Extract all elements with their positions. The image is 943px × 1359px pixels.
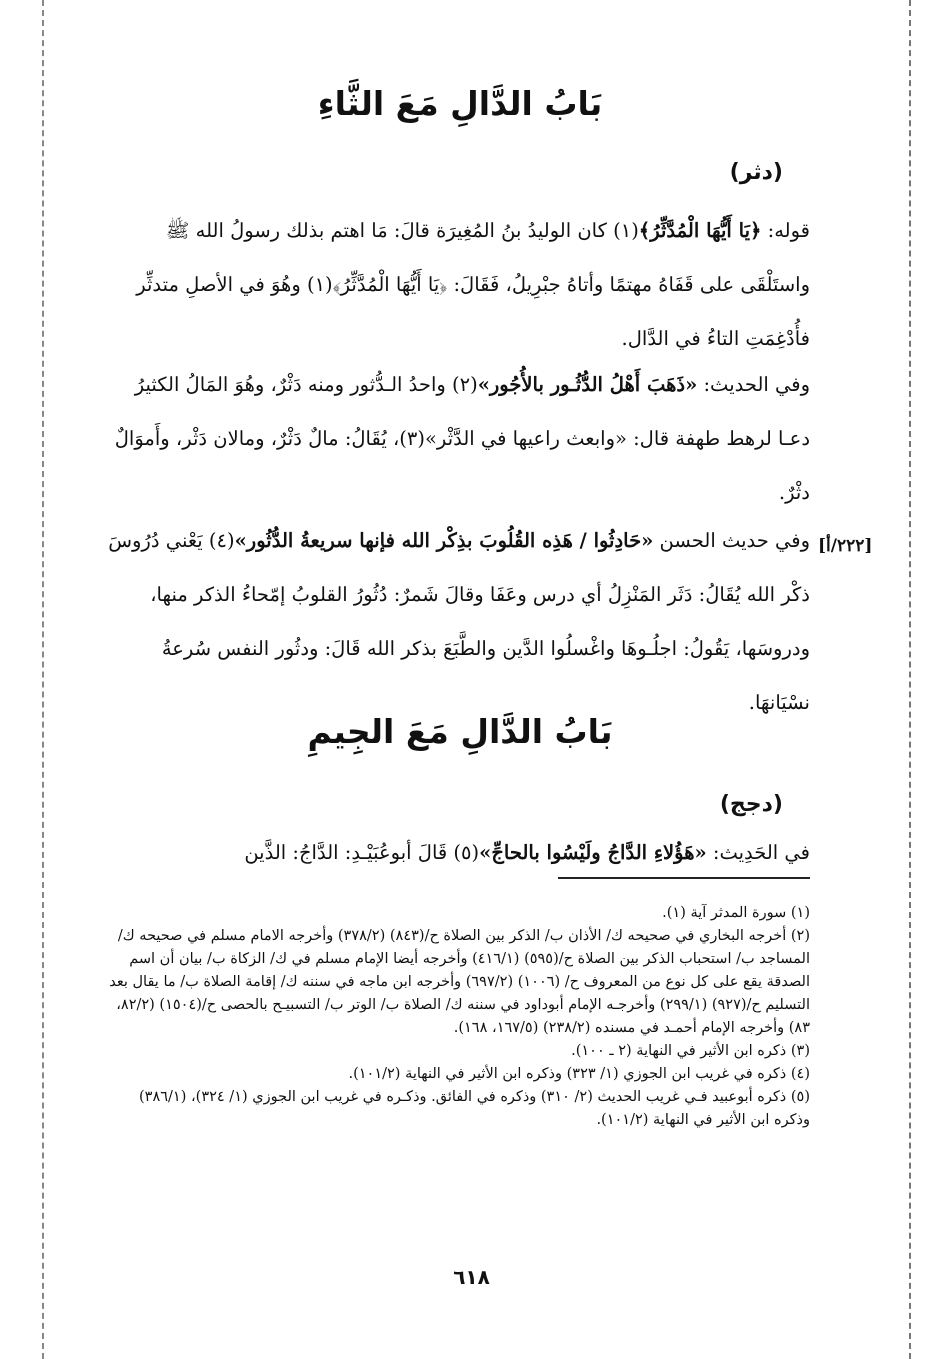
paragraph-2 (105, 358, 810, 520)
footnote-4: (٤) ذكره في غريب ابن الجوزي (١/ ٣٢٣) وذكره ابن الأثير في النهاية (١٠١/٢). (348, 1066, 810, 1082)
page-number: ٦١٨ (453, 1265, 490, 1289)
footnotes (105, 902, 810, 1132)
footnote-2: (٢) أخرجه البخاري في صحيحه ك/ الأذان ب/ الذكر بين الصلاة ح/(٨٤٣) (٣٧٨/٢) وأخرجه الامام مسلم في صحيحه ك/ المساجد ب/ استحباب الذكر بين الصلاة ح/(٥٩٥) (٤١٦/١) وأخرجه أيضا الإمام مسلم في ك/ الزكاة ب/ بيان أن اسم الصدقة يقع على كل نوع من المعروف ح/ (١٠٠٦) (٦٩٧/٢) وأخرجه ابن ماجه في سننه ك/ إقامة الصلاة ب/ ما يقال بعد التسليم ح/(٩٢٧) (٢٩٩/١) وأخرجـه الإمام أبوداود في سننه ك/ الصلاة ب/ الوتر ب/ التسبيـح بالحصى ح/(١٥٠٤) (٨٢/٢، ٨٣) وأخرجه الإمام أحمـد في مسنده (٢٣٨/٢) (١٦٧/٥، ١٦٨). (109, 928, 810, 1036)
margin-folio-reference: [٢٢٢/أ] (818, 536, 873, 556)
paragraph-4-quote: «هَؤُلاءِ الدَّاجُ ولَيْسُوا بالحاجِّ» (479, 841, 707, 864)
root-heading-dathar: (دثر) (729, 160, 783, 185)
paragraph-3-body: (٤) يَعْني دُرُوسَ ذكْر الله يُقَالُ: دَثَر المَنْزِلُ أي درس وعَفَا وقالَ شَمرٌ: دُثُورُ القلوبُ إمّحاءُ الذكر منها، ودروسَها، يَقُولُ: اجلُـوهَا واغْسلُوا الدَّين والطَّبَعَ بذكر الله قَالَ: ودثُور النفس سُرعةُ نسْيَانهَا. (108, 529, 810, 714)
paragraph-1-quote: ﴿يَا أَيُّهَا الْمُدَّثِّرُ﴾ (638, 219, 762, 242)
chapter-heading-dal-tha: بَابُ الدَّالِ مَعَ الثَّاءِ (317, 84, 603, 123)
paragraph-1-body: (١) كان الوليدُ بنُ المُغِيرَة قالَ: مَا اهتم بذلك رسولُ الله ﷺ واستَلْقَى على قَفَاهُ مهتمًا وأتاهُ جبْرِيلُ، فَقَالَ: ﴿يَا أَيُّهَا الْمُدَّثِّرُ﴾(١) وهُوَ في الأصلِ متدثِّر فأُدْغِمَتِ التاءُ في الدَّال. (136, 219, 810, 350)
paragraph-4 (105, 826, 810, 880)
paragraph-1 (105, 204, 810, 366)
footnote-separator (558, 877, 810, 879)
paragraph-2-lead: وفي الحديث: (697, 373, 810, 396)
footnote-3: (٣) ذكره ابن الأثير في النهاية (٢ ـ ١٠٠). (571, 1043, 810, 1059)
paragraph-3 (105, 514, 810, 730)
paragraph-2-body: (٢) واحدُ الـدُّثور ومنه دَثْرٌ، وهُوَ المَالُ الكثيرُ دعـا لرهط طهفة قال: «وابعث راعيها في الدَّثْر»(٣)، يُقَالُ: مالٌ دَثْرٌ، ومالان دَثْر، وأَموَالٌ دثْرٌ. (114, 373, 810, 504)
paragraph-4-body: (٥) قَالَ أبوعُبَيْـدِ: الدَّاجُ: الذَّين (244, 841, 480, 864)
root-heading-dajaj: (دجج) (719, 792, 783, 817)
paragraph-3-lead: وفي حديث الحسن (653, 529, 810, 552)
footnote-5: (٥) ذكره أبوعبيد فـي غريب الحديث (٢/ ٣١٠) وذكره في الفائق. وذكـره في غريب ابن الجوزي (١/ ٣٢٤)، (٣٨٦/١) وذكره ابن الأثير في النهاية (١٠١/٢). (139, 1089, 810, 1128)
paragraph-2-quote: «ذَهَبَ أَهْلُ الدُّثُـور بالأُجُور» (477, 373, 698, 396)
scan-edge-left (42, 0, 44, 1359)
chapter-heading-dal-jim: بَابُ الدَّالِ مَعَ الجِيمِ (307, 712, 613, 751)
scan-edge-right (909, 0, 911, 1359)
paragraph-3-quote: «حَادِثُوا / هَذِه القُلُوبَ بذِكْر الله فإنها سريعةُ الدُّثُور» (234, 529, 654, 552)
paragraph-4-lead: في الحَدِيث: (706, 841, 810, 864)
footnote-1: (١) سورة المدثر آية (١). (662, 905, 810, 921)
paragraph-1-lead: قوله: (761, 219, 810, 242)
